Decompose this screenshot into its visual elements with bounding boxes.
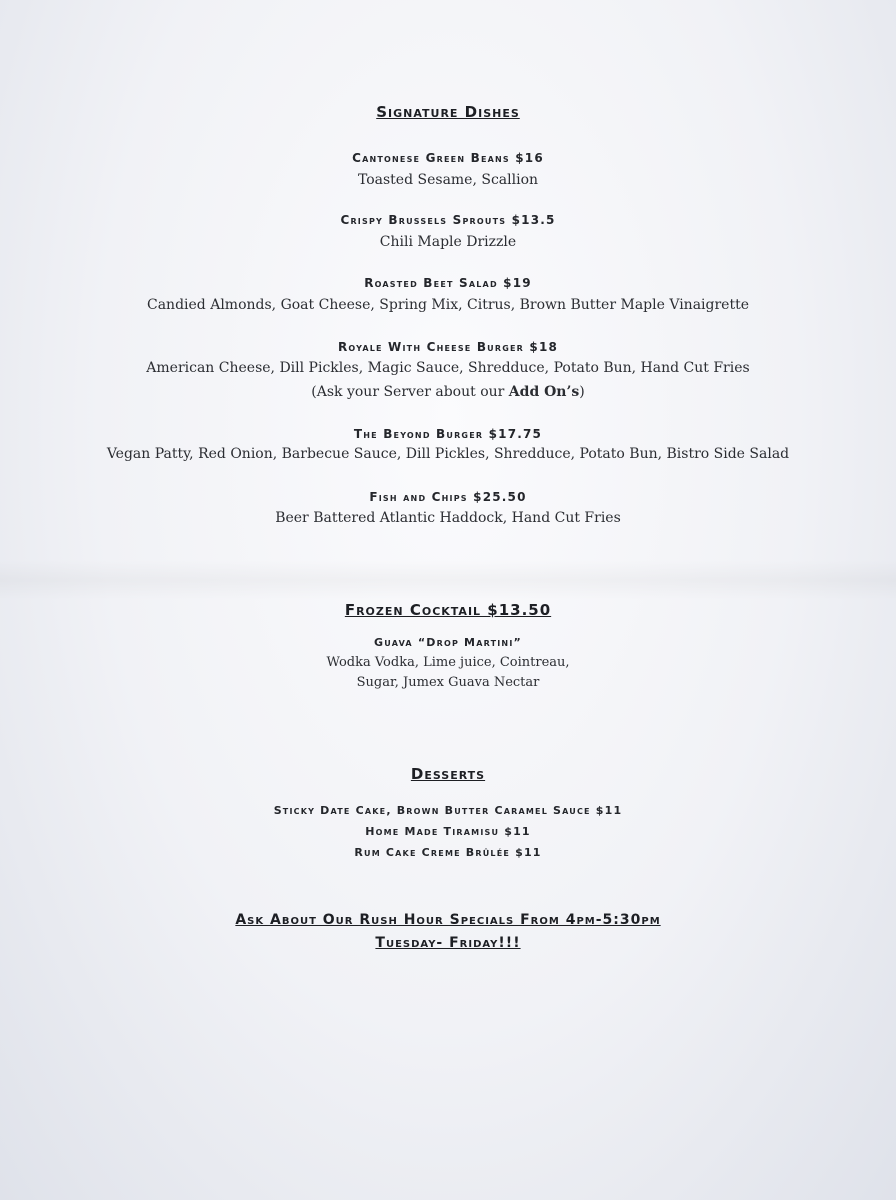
cocktail-heading: Frozen Cocktail $13.50: [344, 601, 552, 619]
item-desc-brussels: Chili Maple Drizzle: [379, 234, 517, 250]
cocktail-desc-line-1: Wodka Vodka, Lime juice, Cointreau,: [326, 655, 570, 670]
cocktail-name: Guava “Drop Martini”: [374, 636, 522, 649]
dessert-item-sticky-date: Sticky Date Cake, Brown Butter Caramel Sauce $11: [273, 804, 623, 817]
item-title-beyond-burger: The Beyond Burger $17.75: [353, 427, 543, 441]
item-title-brussels: Crispy Brussels Sprouts $13.5: [340, 213, 556, 227]
desserts-heading: Desserts: [410, 765, 486, 783]
item-desc-beyond-burger: Vegan Patty, Red Onion, Barbecue Sauce, Dill Pickles, Shredduce, Potato Bun, Bistro Side Salad: [106, 446, 790, 462]
add-ons-note: [0, 384, 896, 400]
specials-line-2: Tuesday- Friday!!!: [375, 935, 521, 951]
item-title-green-beans: Cantonese Green Beans $16: [352, 151, 544, 165]
dessert-item-rum-cake: Rum Cake Creme Brûlée $11: [354, 846, 542, 859]
item-title-beet-salad: Roasted Beet Salad $19: [364, 276, 532, 290]
item-desc-green-beans: Toasted Sesame, Scallion: [357, 172, 539, 188]
add-ons-note-bold: Add On’s: [508, 384, 580, 400]
add-ons-note-prefix: (Ask your Server about our: [311, 384, 509, 400]
add-ons-note-suffix: ): [579, 384, 585, 400]
item-desc-beet-salad: Candied Almonds, Goat Cheese, Spring Mix, Citrus, Brown Butter Maple Vinaigrette: [147, 297, 749, 313]
item-desc-royale-burger: American Cheese, Dill Pickles, Magic Sauce, Shredduce, Potato Bun, Hand Cut Fries: [146, 360, 750, 376]
item-title-royale-burger: Royale With Cheese Burger $18: [337, 340, 559, 354]
specials-line-1: Ask About Our Rush Hour Specials From 4pm-5:30pm: [235, 912, 661, 928]
item-desc-fish-chips: Beer Battered Atlantic Haddock, Hand Cut Fries: [275, 510, 621, 526]
item-title-fish-chips: Fish and Chips $25.50: [369, 490, 527, 504]
dessert-item-tiramisu: Home Made Tiramisu $11: [365, 825, 531, 838]
cocktail-desc-line-2: Sugar, Jumex Guava Nectar: [356, 675, 540, 690]
signature-heading: Signature Dishes: [376, 103, 520, 121]
